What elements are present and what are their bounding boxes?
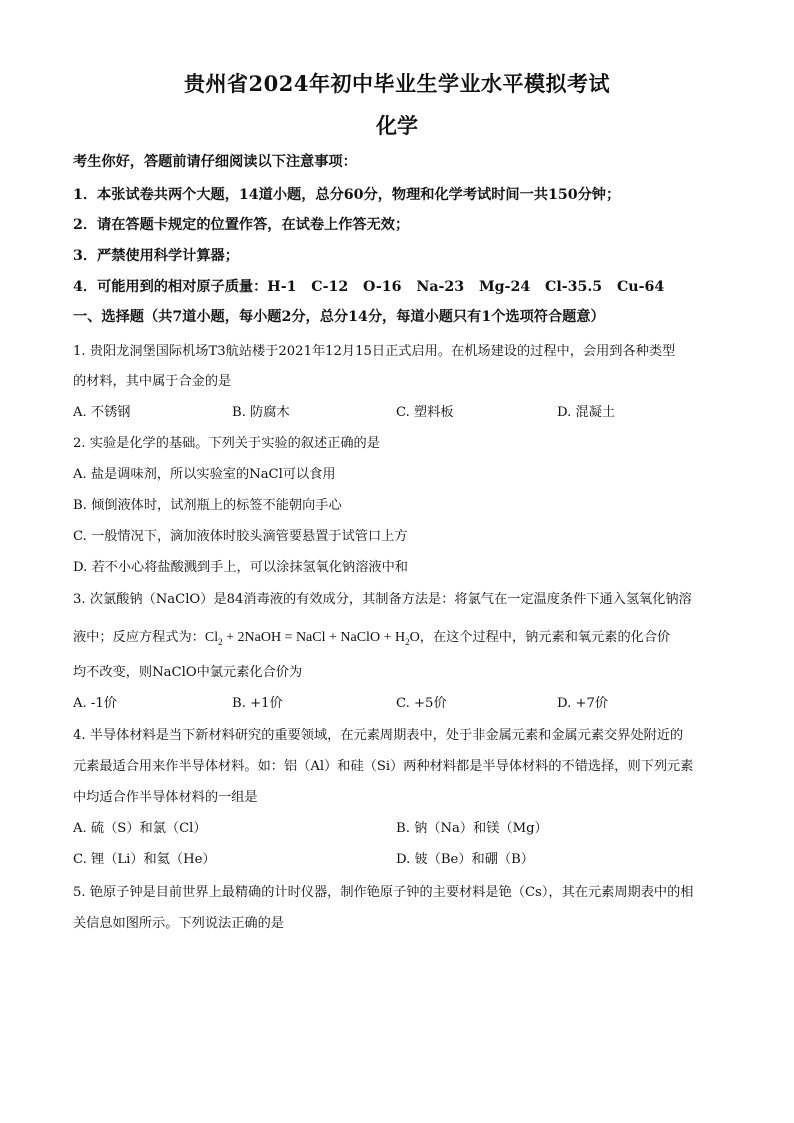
question-4-line: 4. 半导体材料是当下新材料研究的重要领域，在元素周期表中，处于非金属元素和金属元素交界处附近的 [73, 728, 684, 743]
question-4-line: 中均适合作半导体材料的一组是 [73, 790, 258, 805]
q2-option-c: C. 一般情况下，滴加液体时胶头滴管要悬置于试管口上方 [73, 529, 408, 544]
notice-item: 3．严禁使用科学计算器； [73, 248, 239, 264]
q1-option-b: B. 防腐木 [232, 405, 290, 420]
question-1-line: 的材料，其中属于合金的是 [73, 374, 232, 389]
notice-item-atomic-masses: 4．可能用到的相对原子质量：H-1 C-12 O-16 Na-23 Mg-24 Cl-35.5 Cu-64 [73, 279, 665, 295]
question-5-line: 关信息如图所示。下列说法正确的是 [73, 916, 284, 931]
chemical-equation: $Cl_2$ + 2NaOH = NaCl + NaClO + $H_2O$ [204, 630, 420, 647]
question-1-line: 1. 贵阳龙洞堡国际机场T3航站楼于2021年12月15日正式启用。在机场建设的过程中，会用到各种类型 [73, 344, 676, 359]
question-3-line-text: ，在这个过程中，钠元素和氧元素的化合价 [419, 630, 671, 645]
subject-title: 化学 [376, 113, 418, 138]
q4-option-d: D. 铍（Be）和硼（B） [396, 852, 534, 867]
q1-option-a: A. 不锈钢 [73, 405, 131, 420]
exam-title: 贵州省2024年初中毕业生学业水平模拟考试 [184, 71, 610, 96]
question-5-line: 5. 铯原子钟是目前世界上最精确的计时仪器，制作铯原子钟的主要材料是铯（Cs），其在元素周期表中的相 [73, 885, 694, 900]
q3-option-d: D. +7价 [557, 696, 609, 711]
question-3-line: 均不改变，则NaClO中氯元素化合价为 [73, 665, 303, 680]
q2-option-a: A. 盐是调味剂，所以实验室的NaCl可以食用 [73, 467, 336, 482]
question-3-line: 3. 次氯酸钠（NaClO）是84消毒液的有效成分，其制备方法是：将氯气在一定温度条件下通入氢氧化钠溶 [73, 592, 692, 607]
notice-item: 1．本张试卷共两个大题，14道小题，总分60分，物理和化学考试时间一共150分钟； [73, 187, 621, 203]
q3-option-b: B. +1价 [232, 696, 283, 711]
q4-option-c: C. 锂（Li）和氦（He） [73, 852, 216, 867]
question-3-line-text: 液中；反应方程式为： [73, 630, 205, 645]
q4-option-a: A. 硫（S）和氯（Cl） [73, 821, 207, 836]
section-heading: 一、选择题（共7道小题，每小题2分，总分14分，每道小题只有1个选项符合题意） [73, 309, 605, 325]
q4-option-b: B. 钠（Na）和镁（Mg） [396, 821, 548, 836]
q3-option-c: C. +5价 [396, 696, 447, 711]
notice-intro: 考生你好，答题前请仔细阅读以下注意事项： [73, 154, 357, 170]
question-3-line [73, 626, 670, 647]
q3-option-a: A. -1价 [73, 696, 117, 711]
question-2-line: 2. 实验是化学的基础。下列关于实验的叙述正确的是 [73, 436, 380, 451]
q2-option-b: B. 倾倒液体时，试剂瓶上的标签不能朝向手心 [73, 498, 342, 513]
question-4-line: 元素最适合用来作半导体材料。如：铝（Al）和硅（Si）两种材料都是半导体材料的不错选择，则下列元素 [73, 759, 694, 774]
notice-item: 2．请在答题卡规定的位置作答，在试卷上作答无效； [73, 217, 410, 233]
q2-option-d: D. 若不小心将盐酸溅到手上，可以涂抹氢氧化钠溶液中和 [73, 560, 408, 575]
q1-option-d: D. 混凝土 [557, 405, 616, 420]
q1-option-c: C. 塑料板 [396, 405, 454, 420]
